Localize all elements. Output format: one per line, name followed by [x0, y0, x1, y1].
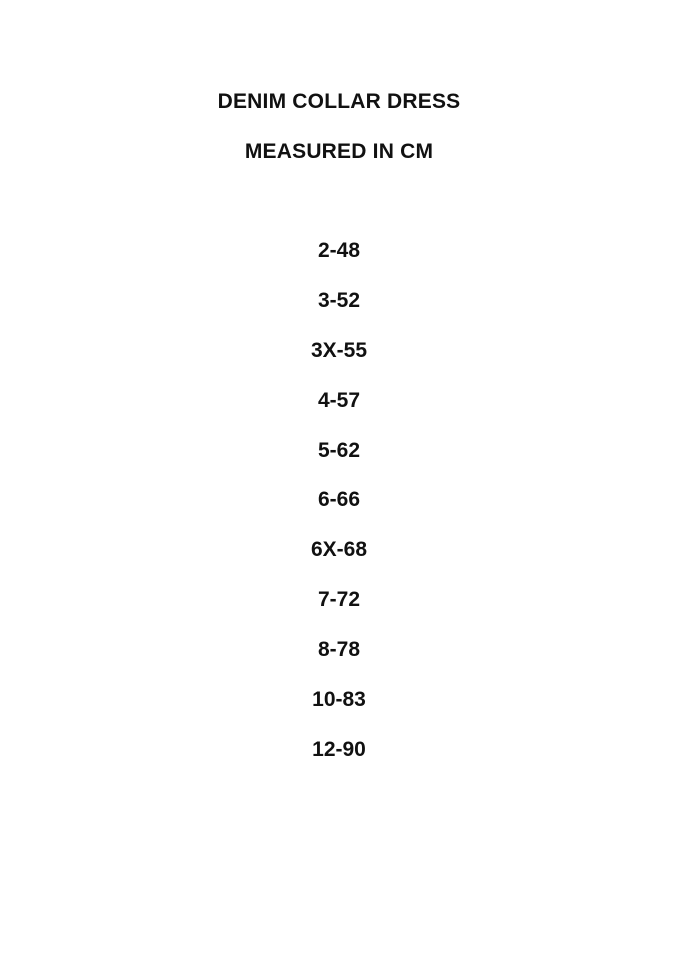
size-item: 8-78 — [317, 638, 361, 662]
size-item: 3-52 — [317, 288, 361, 312]
size-item: 5-62 — [317, 438, 361, 462]
size-item: 2-48 — [317, 239, 361, 262]
size-list — [0, 238, 678, 787]
size-item: 4-57 — [317, 388, 361, 412]
document-title: DENIM COLLAR DRESS — [217, 90, 461, 113]
size-item: 6X-68 — [310, 538, 368, 562]
document-subtitle: MEASURED IN CM — [244, 140, 434, 163]
size-item: 12-90 — [312, 737, 366, 761]
size-item: 10-83 — [312, 688, 366, 712]
size-item: 6-66 — [317, 488, 361, 512]
size-item: 7-72 — [317, 588, 361, 612]
size-item: 3X-55 — [310, 338, 368, 362]
